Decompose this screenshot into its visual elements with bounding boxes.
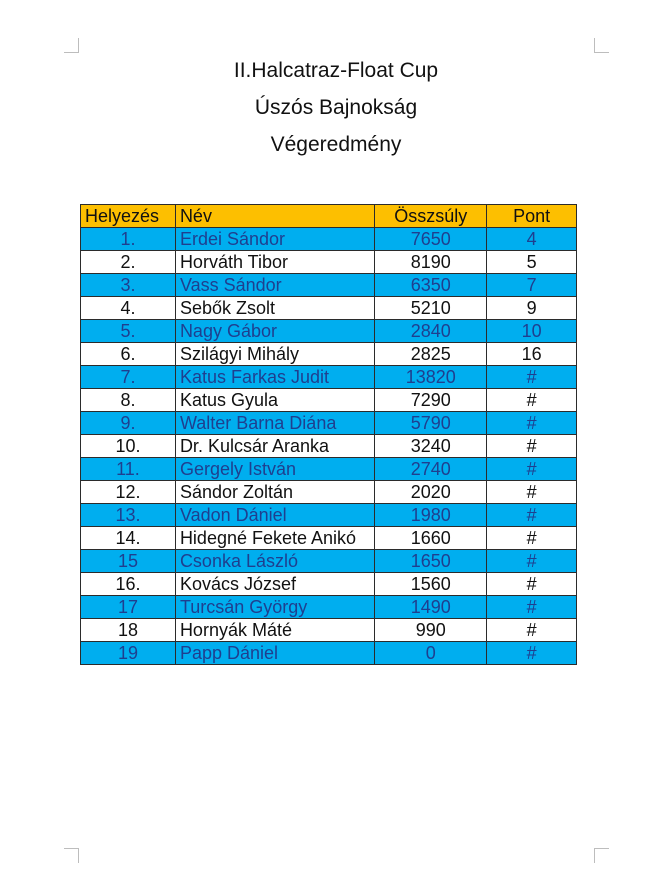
- rank-cell: 2.: [81, 251, 176, 274]
- table-row: [81, 320, 577, 343]
- weight-cell: 6350: [375, 274, 487, 297]
- weight-cell: 1490: [375, 596, 487, 619]
- crop-mark-bottom-right: [594, 848, 609, 863]
- points-cell: #: [487, 435, 577, 458]
- table-row: [81, 435, 577, 458]
- table-row: [81, 527, 577, 550]
- rank-cell: 10.: [81, 435, 176, 458]
- table-row: [81, 412, 577, 435]
- points-cell: #: [487, 458, 577, 481]
- table-header-row: [81, 205, 577, 228]
- results-table: [80, 204, 577, 665]
- crop-mark-top-right: [594, 38, 609, 53]
- name-cell: Nagy Gábor: [175, 320, 374, 343]
- weight-cell: 0: [375, 642, 487, 665]
- points-cell: #: [487, 412, 577, 435]
- rank-cell: 5.: [81, 320, 176, 343]
- title-line-2: Úszós Bajnokság: [254, 96, 418, 119]
- table-row: [81, 389, 577, 412]
- weight-cell: 990: [375, 619, 487, 642]
- weight-cell: 1660: [375, 527, 487, 550]
- table-row: [81, 274, 577, 297]
- name-cell: Dr. Kulcsár Aranka: [175, 435, 374, 458]
- table-row: [81, 481, 577, 504]
- table-row: [81, 458, 577, 481]
- rank-cell: 14.: [81, 527, 176, 550]
- name-cell: Horváth Tibor: [175, 251, 374, 274]
- table-row: [81, 619, 577, 642]
- rank-cell: 3.: [81, 274, 176, 297]
- table-row: [81, 550, 577, 573]
- results-body: [81, 228, 577, 665]
- weight-cell: 1980: [375, 504, 487, 527]
- name-cell: Szilágyi Mihály: [175, 343, 374, 366]
- table-row: [81, 366, 577, 389]
- table-row: [81, 297, 577, 320]
- table-row: [81, 251, 577, 274]
- rank-cell: 12.: [81, 481, 176, 504]
- points-cell: #: [487, 550, 577, 573]
- points-cell: 7: [487, 274, 577, 297]
- name-cell: Vass Sándor: [175, 274, 374, 297]
- crop-mark-bottom-left: [64, 848, 79, 863]
- points-cell: 4: [487, 228, 577, 251]
- weight-cell: 1650: [375, 550, 487, 573]
- name-cell: Papp Dániel: [175, 642, 374, 665]
- rank-cell: 9.: [81, 412, 176, 435]
- table-row: [81, 596, 577, 619]
- table-row: [81, 343, 577, 366]
- header-points: Pont: [487, 205, 577, 228]
- points-cell: 10: [487, 320, 577, 343]
- name-cell: Csonka László: [175, 550, 374, 573]
- weight-cell: 2825: [375, 343, 487, 366]
- weight-cell: 2840: [375, 320, 487, 343]
- name-cell: Hidegné Fekete Anikó: [175, 527, 374, 550]
- name-cell: Katus Farkas Judit: [175, 366, 374, 389]
- weight-cell: 7290: [375, 389, 487, 412]
- table-row: [81, 573, 577, 596]
- weight-cell: 5210: [375, 297, 487, 320]
- name-cell: Kovács József: [175, 573, 374, 596]
- rank-cell: 7.: [81, 366, 176, 389]
- title-line-1: II.Halcatraz-Float Cup: [233, 59, 439, 82]
- name-cell: Gergely István: [175, 458, 374, 481]
- rank-cell: 16.: [81, 573, 176, 596]
- weight-cell: 3240: [375, 435, 487, 458]
- table-row: [81, 504, 577, 527]
- points-cell: #: [487, 527, 577, 550]
- points-cell: 16: [487, 343, 577, 366]
- name-cell: Walter Barna Diána: [175, 412, 374, 435]
- points-cell: 5: [487, 251, 577, 274]
- name-cell: Turcsán György: [175, 596, 374, 619]
- title-line-3: Végeredmény: [270, 133, 402, 156]
- name-cell: Sebők Zsolt: [175, 297, 374, 320]
- points-cell: #: [487, 596, 577, 619]
- name-cell: Erdei Sándor: [175, 228, 374, 251]
- rank-cell: 1.: [81, 228, 176, 251]
- rank-cell: 11.: [81, 458, 176, 481]
- points-cell: #: [487, 389, 577, 412]
- rank-cell: 18: [81, 619, 176, 642]
- weight-cell: 2740: [375, 458, 487, 481]
- points-cell: #: [487, 573, 577, 596]
- name-cell: Hornyák Máté: [175, 619, 374, 642]
- weight-cell: 8190: [375, 251, 487, 274]
- points-cell: #: [487, 619, 577, 642]
- points-cell: #: [487, 366, 577, 389]
- weight-cell: 5790: [375, 412, 487, 435]
- weight-cell: 7650: [375, 228, 487, 251]
- points-cell: #: [487, 481, 577, 504]
- name-cell: Sándor Zoltán: [175, 481, 374, 504]
- weight-cell: 13820: [375, 366, 487, 389]
- points-cell: #: [487, 642, 577, 665]
- rank-cell: 6.: [81, 343, 176, 366]
- rank-cell: 8.: [81, 389, 176, 412]
- points-cell: #: [487, 504, 577, 527]
- header-name: Név: [175, 205, 374, 228]
- points-cell: 9: [487, 297, 577, 320]
- weight-cell: 1560: [375, 573, 487, 596]
- rank-cell: 13.: [81, 504, 176, 527]
- rank-cell: 4.: [81, 297, 176, 320]
- name-cell: Katus Gyula: [175, 389, 374, 412]
- rank-cell: 15: [81, 550, 176, 573]
- table-row: [81, 642, 577, 665]
- header-weight: Összsúly: [375, 205, 487, 228]
- weight-cell: 2020: [375, 481, 487, 504]
- crop-mark-top-left: [64, 38, 79, 53]
- name-cell: Vadon Dániel: [175, 504, 374, 527]
- header-rank: Helyezés: [81, 205, 176, 228]
- rank-cell: 19: [81, 642, 176, 665]
- rank-cell: 17: [81, 596, 176, 619]
- table-row: [81, 228, 577, 251]
- document-title: [0, 52, 672, 163]
